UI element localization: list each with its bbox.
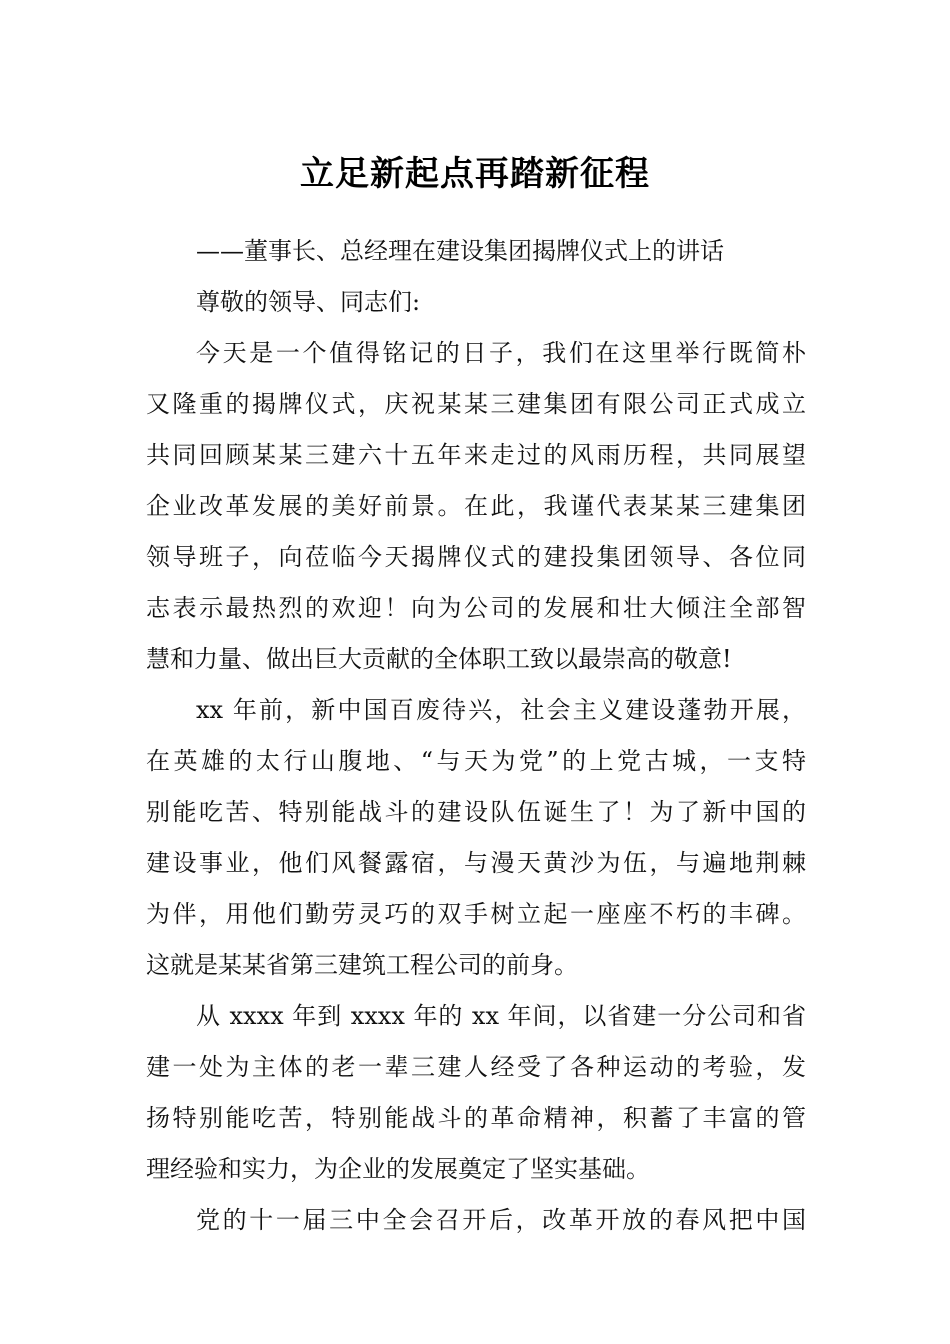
text-line: 从 xxxx 年到 xxxx 年的 xx 年间，以省建一分公司和省 [196,1002,806,1030]
text-line: xx 年前，新中国百废待兴，社会主义建设蓬勃开展， [196,696,806,724]
text-line: 尊敬的领导、同志们: [196,288,421,316]
text-line: 志表示最热烈的欢迎！向为公司的发展和壮大倾注全部智 [146,594,806,622]
document-title: 立足新起点再踏新征程 [300,154,650,194]
text-line: 在英雄的太行山腹地、“与天为党”的上党古城，一支特 [146,747,806,775]
text-line: 企业改革发展的美好前景。在此，我谨代表某某三建集团 [146,492,806,520]
text-line: 扬特别能吃苦，特别能战斗的革命精神，积蓄了丰富的管 [146,1104,806,1132]
text-line: 理经验和实力，为企业的发展奠定了坚实基础。 [146,1155,650,1183]
text-line: 领导班子，向莅临今天揭牌仪式的建投集团领导、各位同 [146,543,806,571]
text-line: 今天是一个值得铭记的日子，我们在这里举行既简朴 [196,339,806,367]
text-line: 共同回顾某某三建六十五年来走过的风雨历程，共同展望 [146,441,806,469]
text-line: 建设事业，他们风餐露宿，与漫天黄沙为伍，与遍地荆棘 [146,849,806,877]
text-line: 为伴，用他们勤劳灵巧的双手树立起一座座不朽的丰碑。 [146,900,806,928]
text-line: 又隆重的揭牌仪式，庆祝某某三建集团有限公司正式成立 [146,390,806,418]
text-line: 别能吃苦、特别能战斗的建设队伍诞生了！为了新中国的 [146,798,806,826]
text-line: 建一处为主体的老一辈三建人经受了各种运动的考验，发 [146,1053,806,1081]
text-line: 慧和力量、做出巨大贡献的全体职工致以最崇高的敬意! [146,645,732,673]
text-line: 这就是某某省第三建筑工程公司的前身。 [146,951,578,979]
document-body [146,226,806,1246]
text-line: ——董事长、总经理在建设集团揭牌仪式上的讲话 [196,237,724,265]
text-line: 党的十一届三中全会召开后，改革开放的春风把中国 [196,1206,806,1234]
